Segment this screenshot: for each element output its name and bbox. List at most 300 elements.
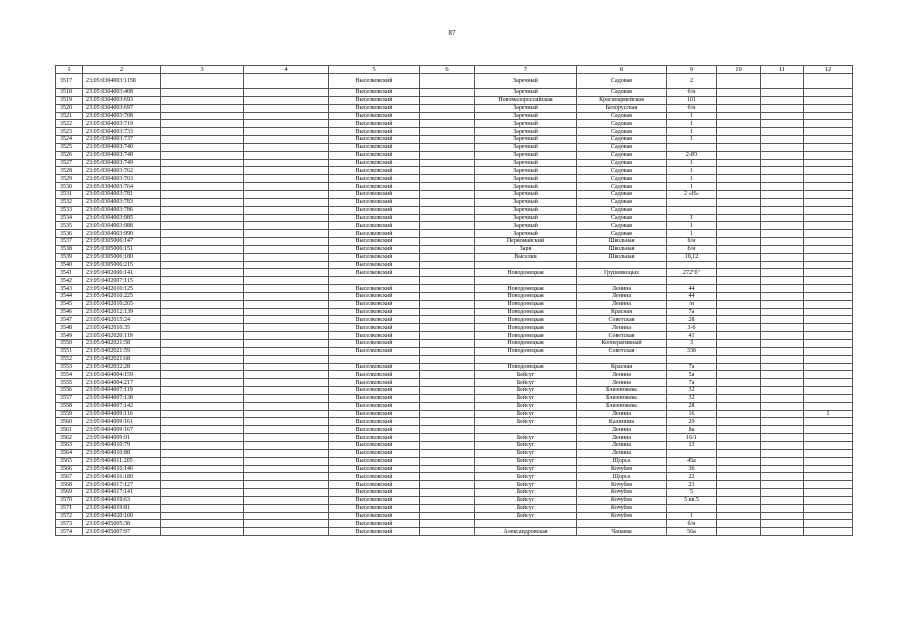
table-cell-col-4	[244, 387, 329, 395]
table-cell-col-8: Ленина	[577, 292, 667, 300]
table-cell-col-8: Садовая	[577, 206, 667, 214]
table-row	[56, 206, 853, 214]
table-cell-col-8: Садовая	[577, 167, 667, 175]
table-cell-col-8: Садовая	[577, 159, 667, 167]
table-cell-col-2: 23:05:0305006:151	[83, 245, 161, 253]
table-cell-col-5: Выселковский	[329, 308, 420, 316]
table-cell-col-9: б/н	[667, 104, 717, 112]
table-cell-col-1: 3558	[56, 402, 83, 410]
table-cell-col-7: Новодонецкая	[475, 347, 577, 355]
table-cell-col-9	[667, 261, 717, 269]
table-cell-col-12	[804, 214, 853, 222]
table-cell-col-6	[420, 74, 475, 89]
table-cell-col-5: Выселковский	[329, 434, 420, 442]
table-row	[56, 340, 853, 348]
table-cell-col-3	[161, 112, 244, 120]
table-cell-col-11	[761, 434, 804, 442]
table-cell-col-8: Садовая	[577, 151, 667, 159]
table-cell-col-11	[761, 473, 804, 481]
table-cell-col-9: 10,12	[667, 253, 717, 261]
table-cell-col-4	[244, 332, 329, 340]
table-cell-col-2: 23:05:0304003:783	[83, 198, 161, 206]
table-row	[56, 441, 853, 449]
table-cell-col-3	[161, 496, 244, 504]
table-cell-col-7: Заречный	[475, 183, 577, 191]
table-row	[56, 402, 853, 410]
table-cell-col-6	[420, 128, 475, 136]
table-cell-col-6	[420, 285, 475, 293]
table-cell-col-11	[761, 269, 804, 277]
table-cell-col-1: 3534	[56, 214, 83, 222]
table-cell-col-4	[244, 504, 329, 512]
table-cell-col-2: 23:05:0404009:161	[83, 418, 161, 426]
table-cell-col-5: Выселковский	[329, 387, 420, 395]
table-cell-col-12	[804, 104, 853, 112]
table-cell-col-2: 23:05:0404010:88	[83, 449, 161, 457]
table-cell-col-10	[717, 143, 761, 151]
table-cell-col-3	[161, 308, 244, 316]
table-cell-col-9: б/н	[667, 245, 717, 253]
table-cell-col-8: Садовая	[577, 74, 667, 89]
table-cell-col-1: 3565	[56, 457, 83, 465]
table-cell-col-8: Садовая	[577, 175, 667, 183]
table-cell-col-5: Выселковский	[329, 214, 420, 222]
table-cell-col-3	[161, 136, 244, 144]
table-cell-col-8: Красноармейская	[577, 96, 667, 104]
table-cell-col-6	[420, 520, 475, 528]
table-cell-col-11	[761, 520, 804, 528]
table-cell-col-9: 272"б"	[667, 269, 717, 277]
table-cell-col-9: 5 кв.5	[667, 496, 717, 504]
table-cell-col-12	[804, 222, 853, 230]
table-cell-col-8: Белорусская	[577, 104, 667, 112]
table-row	[56, 465, 853, 473]
table-cell-col-4	[244, 143, 329, 151]
table-cell-col-5: Выселковский	[329, 175, 420, 183]
table-cell-col-3	[161, 214, 244, 222]
table-row	[56, 308, 853, 316]
table-cell-col-3	[161, 261, 244, 269]
table-cell-col-12	[804, 136, 853, 144]
table-cell-col-2: 23:05:0402015:24	[83, 316, 161, 324]
table-cell-col-5: Выселковский	[329, 190, 420, 198]
table-cell-col-2: 23:05:0402021:59	[83, 347, 161, 355]
table-cell-col-10	[717, 253, 761, 261]
table-cell-col-5: Выселковский	[329, 167, 420, 175]
table-cell-col-4	[244, 371, 329, 379]
table-cell-col-10	[717, 441, 761, 449]
table-row	[56, 300, 853, 308]
table-cell-col-5: Выселковский	[329, 347, 420, 355]
table-cell-col-7: Новодонецкая	[475, 332, 577, 340]
table-cell-col-3	[161, 512, 244, 520]
table-cell-col-8: Садовая	[577, 89, 667, 97]
table-cell-col-2: 23:05:0402007:115	[83, 277, 161, 285]
table-cell-col-5: Выселковский	[329, 481, 420, 489]
table-cell-col-5: Выселковский	[329, 332, 420, 340]
table-cell-col-12	[804, 316, 853, 324]
table-cell-col-10	[717, 363, 761, 371]
table-cell-col-7: Заречный	[475, 167, 577, 175]
table-cell-col-4	[244, 206, 329, 214]
table-cell-col-12	[804, 159, 853, 167]
table-cell-col-12	[804, 74, 853, 89]
column-number-4: 4	[244, 66, 329, 74]
table-cell-col-8: Ленина	[577, 434, 667, 442]
table-cell-col-12	[804, 151, 853, 159]
table-cell-col-4	[244, 253, 329, 261]
table-cell-col-8: Советская	[577, 332, 667, 340]
table-row	[56, 143, 853, 151]
table-cell-col-10	[717, 238, 761, 246]
table-cell-col-1: 3566	[56, 465, 83, 473]
table-cell-col-4	[244, 316, 329, 324]
table-cell-col-10	[717, 120, 761, 128]
table-cell-col-8: Садовая	[577, 230, 667, 238]
table-cell-col-10	[717, 136, 761, 144]
table-cell-col-12	[804, 528, 853, 536]
table-cell-col-4	[244, 74, 329, 89]
table-cell-col-3	[161, 449, 244, 457]
table-row	[56, 214, 853, 222]
table-cell-col-4	[244, 292, 329, 300]
table-cell-col-1: 3549	[56, 332, 83, 340]
table-cell-col-5: Выселковский	[329, 504, 420, 512]
table-cell-col-7: Бейсуг	[475, 481, 577, 489]
table-cell-col-9: 101	[667, 96, 717, 104]
table-cell-col-12	[804, 143, 853, 151]
table-cell-col-1: 3535	[56, 222, 83, 230]
table-cell-col-5: Выселковский	[329, 418, 420, 426]
table-cell-col-3	[161, 238, 244, 246]
table-cell-col-2: 23:05:0404016:180	[83, 473, 161, 481]
table-cell-col-9: 32	[667, 387, 717, 395]
table-cell-col-5: Выселковский	[329, 512, 420, 520]
table-cell-col-12	[804, 441, 853, 449]
table-cell-col-4	[244, 285, 329, 293]
column-number-1: 1	[56, 66, 83, 74]
table-cell-col-5: Выселковский	[329, 340, 420, 348]
column-number-7: 7	[475, 66, 577, 74]
table-cell-col-12	[804, 496, 853, 504]
table-cell-col-6	[420, 418, 475, 426]
table-cell-col-11	[761, 112, 804, 120]
table-cell-col-5	[329, 277, 420, 285]
table-cell-col-6	[420, 261, 475, 269]
table-cell-col-8: Ленина	[577, 324, 667, 332]
table-cell-col-8: Садовая	[577, 190, 667, 198]
table-cell-col-2: 23:05:0304003:408	[83, 89, 161, 97]
table-cell-col-11	[761, 292, 804, 300]
table-cell-col-12	[804, 363, 853, 371]
table-cell-col-10	[717, 151, 761, 159]
table-cell-col-10	[717, 222, 761, 230]
table-cell-col-11	[761, 104, 804, 112]
table-cell-col-12	[804, 418, 853, 426]
table-cell-col-9: 13	[667, 441, 717, 449]
table-row	[56, 269, 853, 277]
column-number-6: 6	[420, 66, 475, 74]
table-cell-col-7: Заречный	[475, 214, 577, 222]
table-cell-col-3	[161, 504, 244, 512]
column-number-5: 5	[329, 66, 420, 74]
table-cell-col-4	[244, 300, 329, 308]
table-cell-col-4	[244, 190, 329, 198]
table-cell-col-11	[761, 324, 804, 332]
table-cell-col-12	[804, 190, 853, 198]
table-cell-col-10	[717, 175, 761, 183]
table-cell-col-12	[804, 96, 853, 104]
table-cell-col-8: Ленина	[577, 379, 667, 387]
table-cell-col-11	[761, 300, 804, 308]
table-cell-col-12	[804, 198, 853, 206]
table-cell-col-2: 23:05:0404011:205	[83, 457, 161, 465]
table-cell-col-1: 3545	[56, 300, 83, 308]
table-row	[56, 379, 853, 387]
table-cell-col-3	[161, 363, 244, 371]
table-cell-col-6	[420, 292, 475, 300]
table-cell-col-12	[804, 379, 853, 387]
table-row	[56, 347, 853, 355]
table-cell-col-3	[161, 245, 244, 253]
table-cell-col-3	[161, 402, 244, 410]
table-cell-col-4	[244, 183, 329, 191]
register-table-body	[56, 66, 853, 536]
table-cell-col-3	[161, 300, 244, 308]
table-cell-col-10	[717, 496, 761, 504]
table-cell-col-12	[804, 489, 853, 497]
table-cell-col-11	[761, 379, 804, 387]
table-cell-col-4	[244, 489, 329, 497]
table-row	[56, 520, 853, 528]
table-cell-col-1: 3524	[56, 136, 83, 144]
table-row	[56, 183, 853, 191]
table-cell-col-7: Бейсуг	[475, 441, 577, 449]
table-cell-col-8: Кочубея	[577, 496, 667, 504]
table-cell-col-3	[161, 457, 244, 465]
table-cell-col-7: Бейсуг	[475, 387, 577, 395]
table-cell-col-12	[804, 387, 853, 395]
table-cell-col-6	[420, 238, 475, 246]
table-cell-col-2: 23:05:0305006:147	[83, 238, 161, 246]
table-cell-col-3	[161, 222, 244, 230]
table-cell-col-3	[161, 96, 244, 104]
table-cell-col-1: 3537	[56, 238, 83, 246]
table-cell-col-12	[804, 300, 853, 308]
table-cell-col-6	[420, 449, 475, 457]
table-cell-col-5: Выселковский	[329, 104, 420, 112]
table-cell-col-10	[717, 300, 761, 308]
table-cell-col-7: Заречный	[475, 190, 577, 198]
table-cell-col-1: 3543	[56, 285, 83, 293]
table-cell-col-12	[804, 426, 853, 434]
table-cell-col-6	[420, 402, 475, 410]
table-cell-col-9: 7а	[667, 308, 717, 316]
table-cell-col-4	[244, 355, 329, 363]
table-cell-col-1: 3521	[56, 112, 83, 120]
table-cell-col-8: Красная	[577, 363, 667, 371]
table-cell-col-2: 23:05:0304003:748	[83, 151, 161, 159]
table-cell-col-12	[804, 332, 853, 340]
table-cell-col-12	[804, 481, 853, 489]
table-cell-col-2: 23:05:0404007:119	[83, 387, 161, 395]
table-row	[56, 167, 853, 175]
table-cell-col-10	[717, 371, 761, 379]
table-row	[56, 481, 853, 489]
table-cell-col-4	[244, 496, 329, 504]
table-cell-col-9: б/н	[667, 89, 717, 97]
table-cell-col-11	[761, 136, 804, 144]
table-cell-col-7: Бейсуг	[475, 394, 577, 402]
table-cell-col-9: 36	[667, 465, 717, 473]
table-cell-col-3	[161, 418, 244, 426]
table-cell-col-7: Новодонецкая	[475, 340, 577, 348]
table-cell-col-9: 1	[667, 222, 717, 230]
table-cell-col-10	[717, 434, 761, 442]
table-cell-col-3	[161, 151, 244, 159]
column-number-11: 11	[761, 66, 804, 74]
table-cell-col-1: 3532	[56, 198, 83, 206]
table-cell-col-5: Выселковский	[329, 379, 420, 387]
table-cell-col-11	[761, 277, 804, 285]
table-cell-col-1: 3568	[56, 481, 83, 489]
table-cell-col-12	[804, 206, 853, 214]
table-cell-col-1: 3559	[56, 410, 83, 418]
table-cell-col-7: Новодонецкая	[475, 285, 577, 293]
table-cell-col-6	[420, 136, 475, 144]
table-cell-col-11	[761, 167, 804, 175]
table-cell-col-3	[161, 89, 244, 97]
table-cell-col-11	[761, 198, 804, 206]
table-cell-col-2: 23:05:0404017:127	[83, 481, 161, 489]
table-cell-col-7: Новодонецкая	[475, 300, 577, 308]
table-cell-col-4	[244, 96, 329, 104]
table-row	[56, 449, 853, 457]
table-cell-col-6	[420, 167, 475, 175]
table-cell-col-4	[244, 214, 329, 222]
table-cell-col-7: Бейсуг	[475, 434, 577, 442]
table-cell-col-10	[717, 449, 761, 457]
table-cell-col-12	[804, 292, 853, 300]
table-cell-col-6	[420, 441, 475, 449]
table-cell-col-10	[717, 489, 761, 497]
table-cell-col-3	[161, 473, 244, 481]
table-cell-col-5: Выселковский	[329, 238, 420, 246]
table-cell-col-8: Советская	[577, 316, 667, 324]
table-cell-col-11	[761, 418, 804, 426]
table-cell-col-11	[761, 371, 804, 379]
table-cell-col-1: 3528	[56, 167, 83, 175]
table-cell-col-9: б/н	[667, 520, 717, 528]
table-cell-col-2: 23:05:0304003:764	[83, 183, 161, 191]
table-cell-col-6	[420, 465, 475, 473]
table-cell-col-10	[717, 520, 761, 528]
table-cell-col-12	[804, 504, 853, 512]
table-cell-col-9: 44	[667, 292, 717, 300]
table-cell-col-8: Садовая	[577, 128, 667, 136]
table-cell-col-7: Бейсуг	[475, 489, 577, 497]
table-row	[56, 426, 853, 434]
table-cell-col-8: Школьная	[577, 245, 667, 253]
table-cell-col-7: Заречный	[475, 230, 577, 238]
table-cell-col-1: 3531	[56, 190, 83, 198]
table-row	[56, 332, 853, 340]
table-cell-col-12	[804, 355, 853, 363]
table-cell-col-2: 23:05:0304003:985	[83, 214, 161, 222]
table-cell-col-11	[761, 332, 804, 340]
table-cell-col-6	[420, 151, 475, 159]
table-cell-col-10	[717, 112, 761, 120]
table-cell-col-12: 1	[804, 410, 853, 418]
table-cell-col-2: 23:05:0405005:38	[83, 520, 161, 528]
table-cell-col-5: Выселковский	[329, 410, 420, 418]
table-cell-col-5: Выселковский	[329, 245, 420, 253]
table-cell-col-4	[244, 261, 329, 269]
table-cell-col-1: 3573	[56, 520, 83, 528]
table-cell-col-1: 3520	[56, 104, 83, 112]
table-cell-col-12	[804, 112, 853, 120]
table-cell-col-1: 3571	[56, 504, 83, 512]
table-cell-col-8: Садовая	[577, 214, 667, 222]
table-cell-col-8: Кочубея	[577, 504, 667, 512]
table-cell-col-12	[804, 261, 853, 269]
table-cell-col-3	[161, 159, 244, 167]
table-cell-col-2: 23:05:0305006:215	[83, 261, 161, 269]
table-cell-col-9: 28	[667, 316, 717, 324]
table-cell-col-2: 23:05:0305006:180	[83, 253, 161, 261]
table-cell-col-4	[244, 340, 329, 348]
table-cell-col-7: Новодонецкая	[475, 308, 577, 316]
table-cell-col-9: 1	[667, 175, 717, 183]
table-cell-col-3	[161, 434, 244, 442]
table-cell-col-7: Заречный	[475, 159, 577, 167]
table-cell-col-4	[244, 473, 329, 481]
table-cell-col-1: 3553	[56, 363, 83, 371]
table-cell-col-10	[717, 481, 761, 489]
table-cell-col-11	[761, 387, 804, 395]
table-row	[56, 159, 853, 167]
table-cell-col-12	[804, 434, 853, 442]
table-cell-col-1: 3552	[56, 355, 83, 363]
table-cell-col-6	[420, 528, 475, 536]
table-cell-col-3	[161, 277, 244, 285]
table-cell-col-7: Бейсуг	[475, 418, 577, 426]
table-cell-col-12	[804, 371, 853, 379]
table-cell-col-1: 3563	[56, 441, 83, 449]
table-cell-col-10	[717, 261, 761, 269]
table-cell-col-4	[244, 481, 329, 489]
table-cell-col-9: 1	[667, 167, 717, 175]
table-cell-col-6	[420, 190, 475, 198]
table-cell-col-3	[161, 379, 244, 387]
table-cell-col-2: 23:05:0304003:990	[83, 230, 161, 238]
table-cell-col-1: 3561	[56, 426, 83, 434]
table-cell-col-8: Ленина	[577, 285, 667, 293]
table-cell-col-9: /н	[667, 300, 717, 308]
table-cell-col-6	[420, 159, 475, 167]
table-cell-col-4	[244, 441, 329, 449]
table-cell-col-3	[161, 269, 244, 277]
table-cell-col-6	[420, 496, 475, 504]
table-cell-col-7: Заречный	[475, 206, 577, 214]
table-cell-col-6	[420, 230, 475, 238]
table-cell-col-3	[161, 387, 244, 395]
table-cell-col-4	[244, 238, 329, 246]
table-row	[56, 151, 853, 159]
table-cell-col-5: Выселковский	[329, 159, 420, 167]
table-cell-col-11	[761, 496, 804, 504]
page-number: 87	[448, 29, 456, 37]
